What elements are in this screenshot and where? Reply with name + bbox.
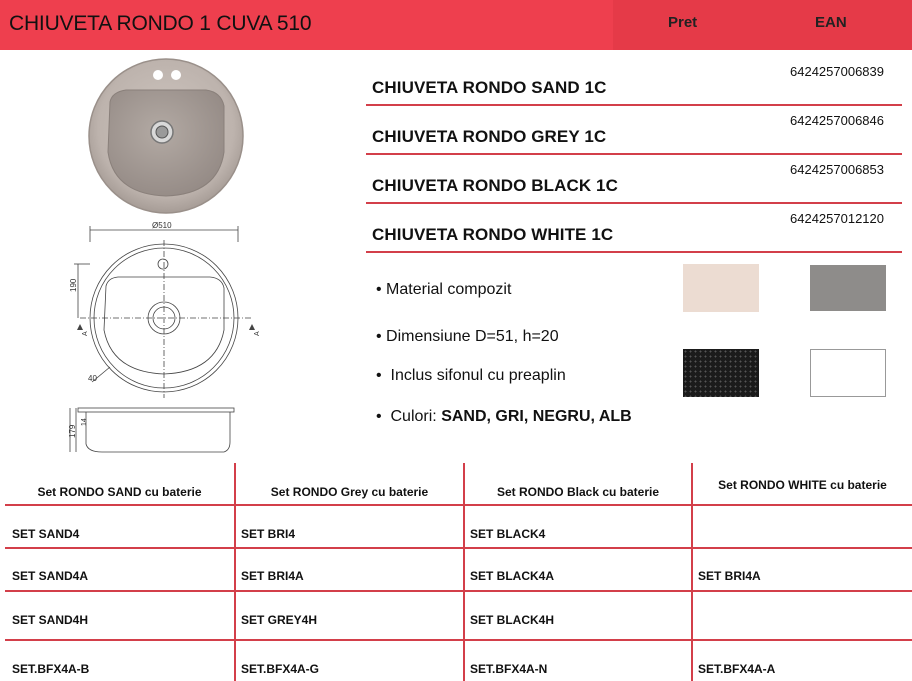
row-divider — [366, 202, 902, 204]
feature-colors-value: SAND, GRI, NEGRU, ALB — [441, 408, 632, 425]
set-cell: SET BRI4A — [698, 569, 761, 583]
set-cell: SET SAND4H — [12, 613, 89, 627]
row-divider — [5, 504, 912, 506]
row-divider — [5, 590, 912, 592]
set-header-white: Set RONDO WHITE cu baterie — [718, 478, 887, 492]
feature-siphon: • Inclus sifonul cu preaplin — [376, 367, 566, 384]
technical-drawing — [66, 222, 272, 458]
product-row — [366, 156, 902, 204]
set-cell: SET.BFX4A-A — [698, 662, 776, 676]
feature-text: Culori: — [390, 408, 437, 425]
swatch-black — [683, 349, 759, 397]
row-divider — [366, 153, 902, 155]
column-header-pret: Pret — [668, 14, 698, 31]
product-ean: 6424257006846 — [790, 113, 884, 128]
product-ean: 6424257012120 — [790, 211, 884, 226]
swatch-white — [810, 349, 886, 397]
feature-text: Inclus sifonul cu preaplin — [390, 367, 566, 384]
row-divider — [366, 104, 902, 106]
set-cell: SET BRI4 — [241, 527, 296, 541]
section-a-left: A — [82, 331, 89, 336]
set-cell: SET.BFX4A-G — [241, 662, 320, 676]
product-row — [366, 107, 902, 155]
swatch-grey — [810, 265, 886, 311]
section-a-right: A — [254, 331, 261, 336]
set-cell: SET.BFX4A-N — [470, 662, 548, 676]
set-cell: SET BLACK4 — [470, 527, 546, 541]
page-title: CHIUVETA RONDO 1 CUVA 510 — [9, 12, 312, 35]
row-divider — [366, 251, 902, 253]
product-name: CHIUVETA RONDO GREY 1C — [372, 127, 607, 146]
swatch-sand — [683, 264, 759, 312]
product-name: CHIUVETA RONDO SAND 1C — [372, 78, 607, 97]
product-row — [366, 58, 902, 106]
feature-material: • Material compozit — [376, 281, 512, 298]
dim-179: 179 — [68, 424, 77, 438]
set-cell: SET SAND4 — [12, 527, 80, 541]
set-cell: SET BRI4A — [241, 569, 304, 583]
set-cell: SET BLACK4A — [470, 569, 555, 583]
sets-table — [5, 463, 912, 681]
feature-dimensions: • Dimensiune D=51, h=20 — [376, 328, 559, 345]
feature-text: Material compozit — [386, 281, 512, 298]
set-cell: SET SAND4A — [12, 569, 89, 583]
row-divider — [5, 547, 912, 549]
header-columns-bar — [613, 0, 912, 50]
product-row — [366, 205, 902, 253]
feature-text: Dimensiune D=51, h=20 — [386, 328, 559, 345]
set-header-black: Set RONDO Black cu baterie — [496, 485, 660, 499]
set-cell: SET GREY4H — [241, 613, 318, 627]
product-name: CHIUVETA RONDO WHITE 1C — [372, 225, 614, 244]
column-header-ean: EAN — [815, 14, 847, 31]
column-divider — [691, 463, 693, 681]
product-name: CHIUVETA RONDO BLACK 1C — [372, 176, 618, 195]
product-ean: 6424257006853 — [790, 162, 884, 177]
set-cell: SET BLACK4H — [470, 613, 555, 627]
sink-photo — [86, 56, 246, 216]
product-ean: 6424257006839 — [790, 64, 884, 79]
dim-14: 14 — [81, 418, 88, 426]
feature-colors: • Culori: SAND, GRI, NEGRU, ALB — [376, 408, 632, 425]
set-cell: SET.BFX4A-B — [12, 662, 90, 676]
row-divider — [5, 639, 912, 641]
set-header-grey: Set RONDO Grey cu baterie — [270, 485, 429, 499]
dim-190: 190 — [69, 278, 78, 292]
set-header-sand: Set RONDO SAND cu baterie — [37, 485, 202, 499]
dim-40: 40 — [88, 374, 97, 383]
dim-diameter: Ø510 — [152, 222, 172, 230]
